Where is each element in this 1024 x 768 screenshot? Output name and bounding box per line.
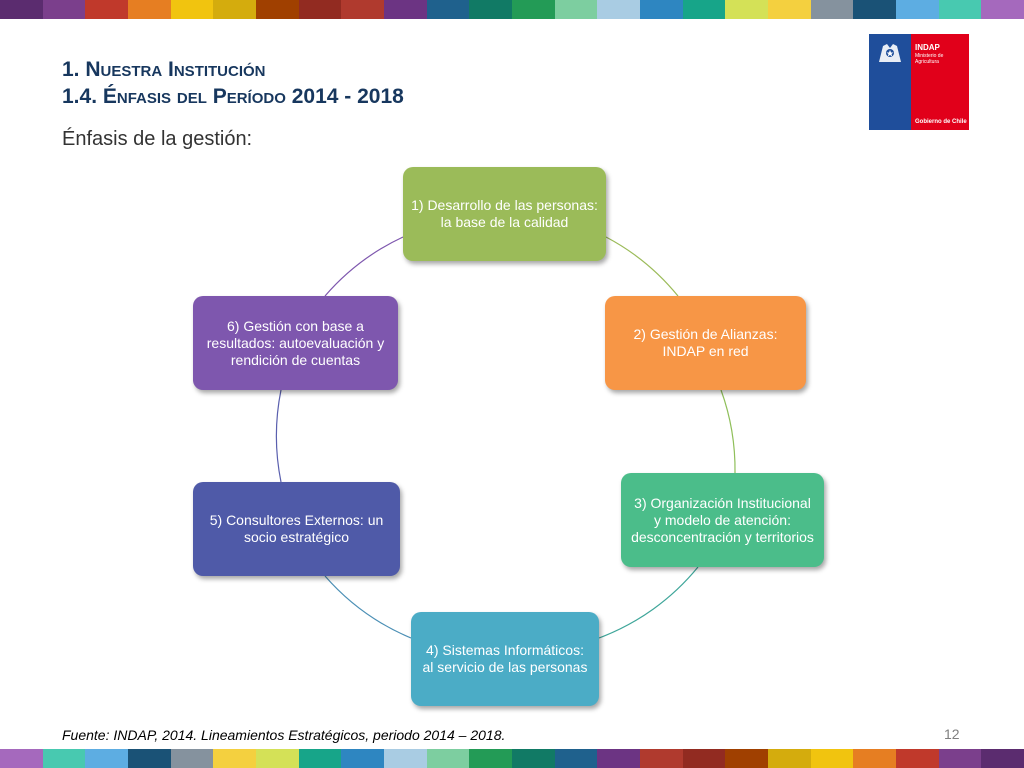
connector-3-4 — [599, 567, 698, 638]
source-citation: Fuente: INDAP, 2014. Lineamientos Estratégicos, periodo 2014 – 2018. — [62, 727, 506, 743]
stripe-segment — [384, 749, 427, 768]
stripe-segment — [85, 749, 128, 768]
page-number: 12 — [944, 726, 960, 742]
stripe-segment — [768, 749, 811, 768]
connector-1-2 — [606, 237, 678, 296]
stripe-segment — [0, 749, 43, 768]
logo-brand-text: INDAP — [915, 43, 940, 52]
stripe-segment — [512, 749, 555, 768]
title-line-1: 1. Nuestra Institución — [62, 58, 266, 81]
logo-government-text: Gobierno de Chile — [915, 119, 967, 125]
cycle-node-6-gestion-resultados: 6) Gestión con base a resultados: autoevaluación y rendición de cuentas — [193, 296, 398, 390]
bottom-color-stripe — [0, 749, 1024, 768]
cycle-node-3-organizacion-institucional: 3) Organización Institucional y modelo de atención: desconcentración y territorios — [621, 473, 824, 567]
stripe-segment — [299, 749, 342, 768]
cycle-node-2-gestion-alianzas: 2) Gestión de Alianzas: INDAP en red — [605, 296, 806, 390]
cycle-node-1-desarrollo-personas: 1) Desarrollo de las personas: la base de la calidad — [403, 167, 606, 261]
connector-2-3 — [721, 390, 735, 473]
stripe-segment — [213, 749, 256, 768]
stripe-segment — [256, 749, 299, 768]
stripe-segment — [555, 749, 598, 768]
connector-6-1 — [325, 237, 403, 296]
stripe-segment — [341, 749, 384, 768]
connector-5-6 — [276, 390, 281, 482]
cycle-node-4-sistemas-informaticos: 4) Sistemas Informáticos: al servicio de las personas — [411, 612, 599, 706]
stripe-segment — [896, 749, 939, 768]
stripe-segment — [171, 749, 214, 768]
cycle-node-5-consultores-externos: 5) Consultores Externos: un socio estratégico — [193, 482, 400, 576]
stripe-segment — [939, 749, 982, 768]
stripe-segment — [427, 749, 470, 768]
stripe-segment — [811, 749, 854, 768]
connector-4-5 — [325, 576, 411, 638]
logo-ministry-text: Ministerio de Agricultura — [915, 53, 944, 65]
stripe-segment — [981, 749, 1024, 768]
stripe-segment — [683, 749, 726, 768]
stripe-segment — [128, 749, 171, 768]
slide-subtitle: Énfasis de la gestión: — [62, 128, 253, 150]
stripe-segment — [43, 749, 86, 768]
stripe-segment — [853, 749, 896, 768]
stripe-segment — [640, 749, 683, 768]
stripe-segment — [725, 749, 768, 768]
stripe-segment — [469, 749, 512, 768]
stripe-segment — [597, 749, 640, 768]
title-line-2: 1.4. Énfasis del Período 2014 - 2018 — [62, 85, 404, 108]
